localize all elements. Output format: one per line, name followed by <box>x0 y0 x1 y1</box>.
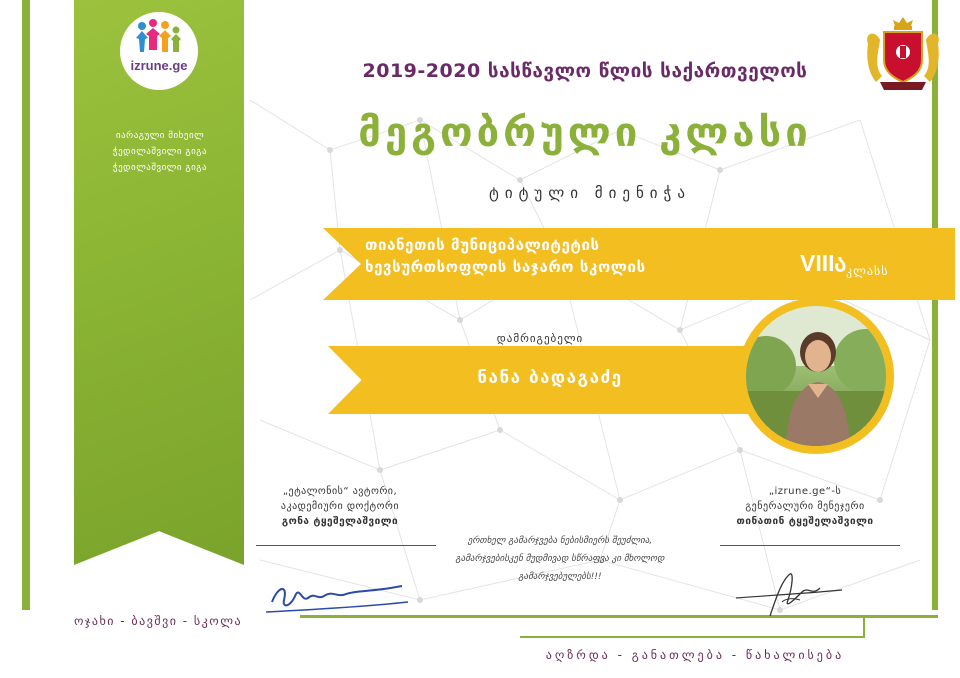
logo-text: izrune.ge <box>130 58 188 73</box>
subtitle: ტიტული მიენიჭა <box>489 184 691 202</box>
note-line: გამარჯვებისკენ მუდმივად სწრაფვა კი მხოლოდ გამარჯვებულებს!!! <box>455 554 665 582</box>
main-title: მეგობრული კლასი <box>358 110 812 156</box>
ribbon-names <box>80 128 240 176</box>
bottom-frame-stripe-inner <box>520 636 865 638</box>
coat-of-arms-icon <box>860 14 946 94</box>
signatory-right-line2: გენერალური მენეჯერი <box>745 501 865 512</box>
signature-left <box>262 572 412 618</box>
signature-line-right <box>720 545 900 546</box>
school-name: ხევსურთსოფლის საჯარო სკოლის <box>365 258 646 276</box>
logo-badge <box>120 12 198 90</box>
signatory-right-name: თინათინ ტყეშელაშვილი <box>736 516 874 527</box>
bottom-frame-corner <box>863 616 865 638</box>
ribbon-name: ჭედილაშვილი გიგა <box>112 163 208 173</box>
family-figures-icon <box>120 12 198 90</box>
footer-motto: აღზრდა - განათლება - წახალისება <box>545 648 845 662</box>
signatory-left-line2: აკადემიური დოქტორი <box>280 501 400 512</box>
school-municipality: თიანეთის მუნიციპალიტეტის <box>365 236 600 254</box>
left-frame-stripe <box>22 0 30 610</box>
signatory-left <box>240 484 440 529</box>
left-motto: ოჯახი - ბავშვი - სკოლა <box>74 614 243 628</box>
signature-line-left <box>256 545 436 546</box>
note-line: ერთხელ გამარჯვება ნებისმიერს შეუძლია, <box>467 536 653 546</box>
ribbon-name: იარაგული მიხეილ <box>115 131 205 141</box>
signatory-left-line1: „ეტალონის“ ავტორი, <box>282 486 398 497</box>
ribbon-name: ჭედილაშვილი გიგა <box>112 147 208 157</box>
class-grade: VIIIა <box>800 250 847 276</box>
signatory-right <box>700 484 910 529</box>
teacher-name: ნანა ბადაგაძე <box>477 368 623 388</box>
signatory-left-name: გონა ტყეშელაშვილი <box>281 516 399 527</box>
teacher-role-label: დამრიგებელი <box>496 332 584 345</box>
signatory-right-line1: „izrune.ge“-ს <box>768 486 842 497</box>
signature-right <box>730 568 850 624</box>
teacher-photo <box>746 306 886 446</box>
class-word: კლასს <box>846 264 889 278</box>
year-title: 2019-2020 სასწავლო წლის საქართველოს <box>362 60 808 82</box>
motivational-note <box>430 532 690 586</box>
